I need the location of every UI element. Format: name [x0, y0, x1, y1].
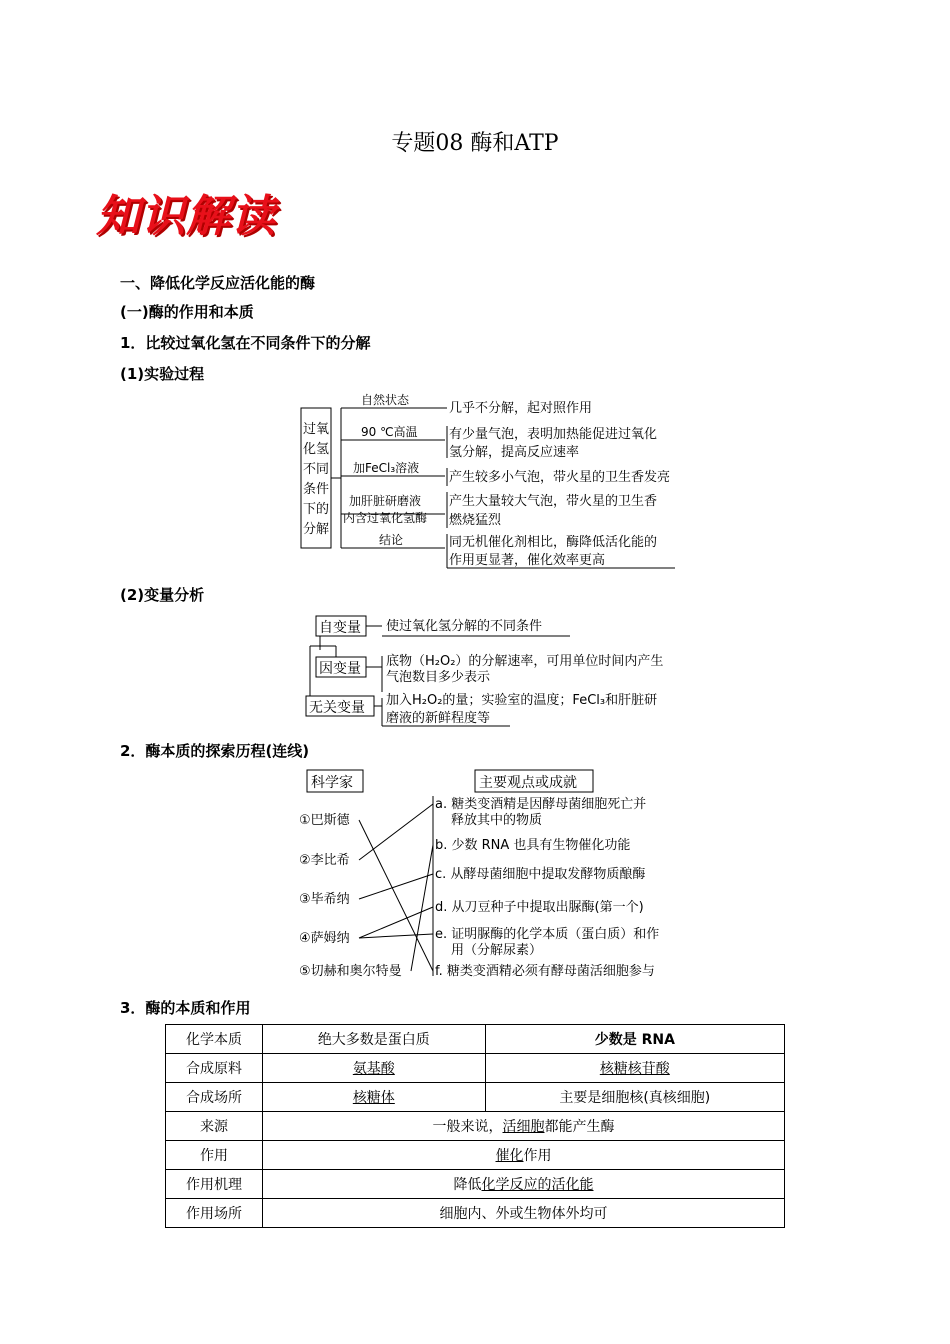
table-cell [263, 1170, 785, 1199]
heading-7: 3．酶的本质和作用 [120, 999, 251, 1017]
table-cell: 少数是 RNA [485, 1025, 784, 1054]
cell-text: 降低 [453, 1177, 482, 1193]
var-text: 磨液的新鲜程度等 [386, 711, 491, 726]
table-cell: 氨基酸 [263, 1054, 486, 1083]
table-row [166, 1199, 785, 1228]
table-row [166, 1170, 785, 1199]
heading-2: (一)酶的作用和本质 [120, 303, 254, 321]
result-text: 有少量气泡，表明加热能促进过氧化 [449, 427, 658, 442]
table-cell: 化学本质 [166, 1025, 263, 1054]
left-box-line: 不同 [303, 462, 330, 477]
scientist-item: ⑤切赫和奥尔特曼 [299, 964, 402, 979]
condition-label: 自然状态 [361, 393, 410, 407]
left-box-line: 过氧 [303, 422, 330, 437]
cell-text-underlined: 活细胞 [502, 1119, 545, 1135]
condition-label: 90 ℃高温 [361, 425, 418, 439]
scientist-item: ④萨姆纳 [299, 931, 350, 946]
point-item: f. 糖类变酒精必须有酵母菌活细胞参与 [435, 964, 655, 979]
result-text: 作用更显著，催化效率更高 [449, 553, 606, 568]
left-box-line: 下的 [303, 502, 330, 517]
table-cell: 作用机理 [166, 1170, 263, 1199]
cell-text: 作用 [523, 1148, 552, 1164]
var-text: 使过氧化氢分解的不同条件 [386, 619, 543, 634]
result-text: 燃烧猛烈 [449, 513, 502, 528]
left-box-line: 分解 [303, 522, 330, 537]
condition-label: 加FeCl₃溶液 [353, 461, 420, 475]
var-label-irrelevant: 无关变量 [309, 700, 365, 716]
table-cell: 核糖核苷酸 [485, 1054, 784, 1083]
table-cell: 主要是细胞核(真核细胞) [485, 1083, 784, 1112]
enzyme-table [165, 1024, 785, 1228]
section-banner: 知识解读 [96, 191, 276, 242]
experiment-diagram [295, 388, 695, 574]
result-text: 产生大量较大气泡，带火星的卫生香 [449, 494, 658, 509]
table-cell: 作用场所 [166, 1199, 263, 1228]
variable-diagram [300, 610, 700, 730]
cell-text-underlined: 催化 [495, 1148, 524, 1164]
cell-text: 都能产生酶 [544, 1119, 615, 1135]
match-lines [359, 796, 433, 976]
table-row [166, 1054, 785, 1083]
var-label-independent: 自变量 [319, 620, 361, 636]
heading-4: (1)实验过程 [120, 365, 205, 383]
heading-1: 一、降低化学反应活化能的酶 [120, 274, 316, 292]
table-cell: 作用 [166, 1141, 263, 1170]
table-row [166, 1083, 785, 1112]
result-text: 氢分解，提高反应速率 [449, 445, 580, 460]
table-row [166, 1112, 785, 1141]
header-achievement: 主要观点或成就 [479, 775, 577, 791]
point-item: b. 少数 RNA 也具有生物催化功能 [435, 838, 631, 853]
heading-3: 1．比较过氧化氢在不同条件下的分解 [120, 334, 371, 352]
scientist-item: ①巴斯德 [299, 813, 350, 828]
var-label-dependent: 因变量 [319, 661, 361, 677]
point-item: e. 证明脲酶的化学本质（蛋白质）和作 [435, 927, 660, 942]
scientist-item: ②李比希 [299, 853, 350, 868]
table-row [166, 1025, 785, 1054]
point-item: 用（分解尿素） [451, 943, 543, 958]
page-title: 专题08 酶和ATP [391, 131, 559, 156]
result-text: 同无机催化剂相比，酶降低活化能的 [449, 535, 658, 550]
result-text: 产生较多小气泡，带火星的卫生香发亮 [449, 470, 671, 485]
table-cell: 核糖体 [263, 1083, 486, 1112]
var-text: 加入H₂O₂的量；实验室的温度；FeCl₃和肝脏研 [386, 693, 658, 708]
scientist-item: ③毕希纳 [299, 892, 350, 907]
heading-6: 2．酶本质的探索历程(连线) [120, 742, 310, 760]
point-item: d. 从刀豆种子中提取出脲酶(第一个) [435, 900, 644, 915]
point-item: 释放其中的物质 [451, 813, 543, 828]
condition-label: 加肝脏研磨液 [349, 494, 422, 508]
left-box-line: 条件 [303, 482, 330, 497]
table-cell: 合成场所 [166, 1083, 263, 1112]
cell-text-underlined: 化学反应的活化能 [481, 1177, 594, 1193]
point-item: c. 从酵母菌细胞中提取发酵物质酿酶 [435, 867, 646, 882]
table-row [166, 1141, 785, 1170]
cell-text: 一般来说， [432, 1119, 503, 1135]
history-diagram [295, 766, 695, 984]
table-cell [263, 1112, 785, 1141]
heading-5: (2)变量分析 [120, 586, 205, 604]
table-cell: 合成原料 [166, 1054, 263, 1083]
point-item: a. 糖类变酒精是因酵母菌细胞死亡并 [435, 797, 647, 812]
table-cell: 细胞内、外或生物体外均可 [263, 1199, 785, 1228]
result-text: 几乎不分解，起对照作用 [449, 401, 593, 416]
header-scientist: 科学家 [311, 775, 353, 791]
condition-label: 内含过氧化氢酶 [343, 511, 428, 525]
condition-label: 结论 [379, 533, 404, 547]
table-cell [263, 1141, 785, 1170]
left-box-line: 化氢 [303, 442, 330, 457]
var-text: 气泡数目多少表示 [386, 670, 491, 685]
table-cell: 来源 [166, 1112, 263, 1141]
var-text: 底物（H₂O₂）的分解速率，可用单位时间内产生 [386, 654, 664, 669]
table-cell: 绝大多数是蛋白质 [263, 1025, 486, 1054]
